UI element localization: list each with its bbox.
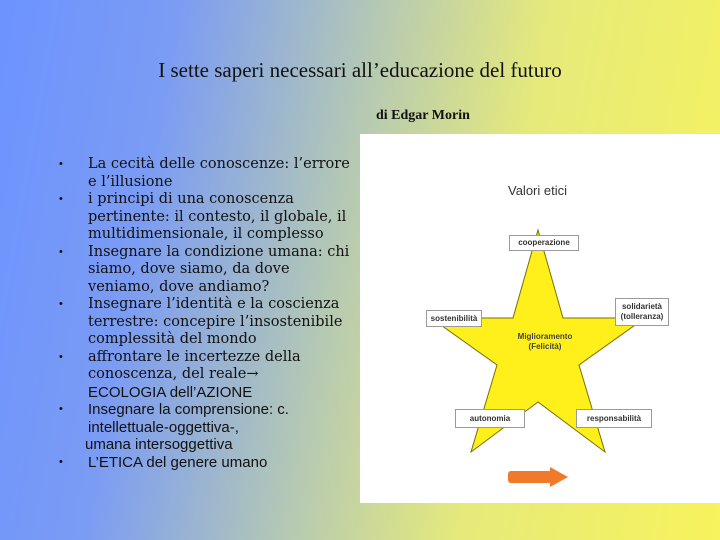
bullet-item-5	[56, 349, 356, 402]
bullet-continuation: umana intersoggettiva	[85, 436, 233, 453]
center-line-1: Miglioramento	[517, 332, 573, 341]
bullet-continuation: ECOLOGIA dell’AZIONE	[88, 383, 253, 401]
bullet-marker: •	[59, 158, 63, 170]
bullet-marker: •	[59, 403, 63, 415]
bullet-item-6	[56, 401, 356, 454]
bullet-marker: •	[59, 193, 63, 205]
diagram-panel	[360, 134, 720, 503]
box-label: autonomia	[469, 413, 511, 423]
diagram-heading: Valori etici	[508, 183, 568, 198]
box-sostenibilita	[426, 310, 482, 327]
bullet-text: L’ETICA del genere umano	[88, 453, 268, 471]
box-cooperazione	[509, 235, 579, 251]
bullet-text: i principi di una conoscenza pertinente: il contesto, il globale, il multidimensionale, il complesso	[88, 191, 347, 242]
bullet-item-1	[56, 156, 356, 191]
box-solidarieta	[615, 298, 669, 326]
bullet-item-4	[56, 296, 356, 349]
slide-title: I sette saperi necessari all’educazione del futuro	[158, 58, 562, 82]
box-autonomia	[455, 409, 525, 428]
bullet-item-2	[56, 191, 356, 244]
box-responsabilita	[576, 409, 652, 428]
box-label-sub: (tolleranza)	[620, 312, 664, 321]
bullet-text: affrontare le incertezze della conoscenza, del reale→	[88, 348, 301, 382]
bullet-marker: •	[59, 245, 63, 258]
bullet-text: Insegnare la comprensione: c. intellettuale-oggettiva-,	[88, 401, 289, 436]
bullet-text: La cecità delle conoscenze: l’errore e l’illusione	[88, 156, 350, 190]
center-line-2: (Felicità)	[528, 342, 562, 351]
slide-subtitle: di Edgar Morin	[376, 108, 470, 123]
bullet-item-3	[56, 244, 356, 297]
box-label: cooperazione	[518, 238, 570, 247]
orange-arrow-icon	[508, 467, 568, 487]
box-label: sostenibilità	[430, 313, 478, 323]
bullet-text: Insegnare la condizione umana: chi siamo, dove siamo, da dove veniamo, dove andiamo?	[88, 243, 350, 295]
bullet-marker: •	[59, 455, 63, 468]
box-label: responsabilità	[586, 413, 642, 423]
bullet-marker: •	[59, 298, 63, 310]
box-label: solidarietà	[621, 302, 662, 311]
bullet-marker: •	[59, 350, 63, 363]
star-center-label	[510, 332, 580, 352]
bullet-text: Insegnare l’identità e la coscienza terrestre: concepire l’insostenibile complessità del mondo	[88, 296, 343, 347]
bullet-list	[56, 156, 356, 471]
bullet-item-7	[56, 454, 356, 472]
